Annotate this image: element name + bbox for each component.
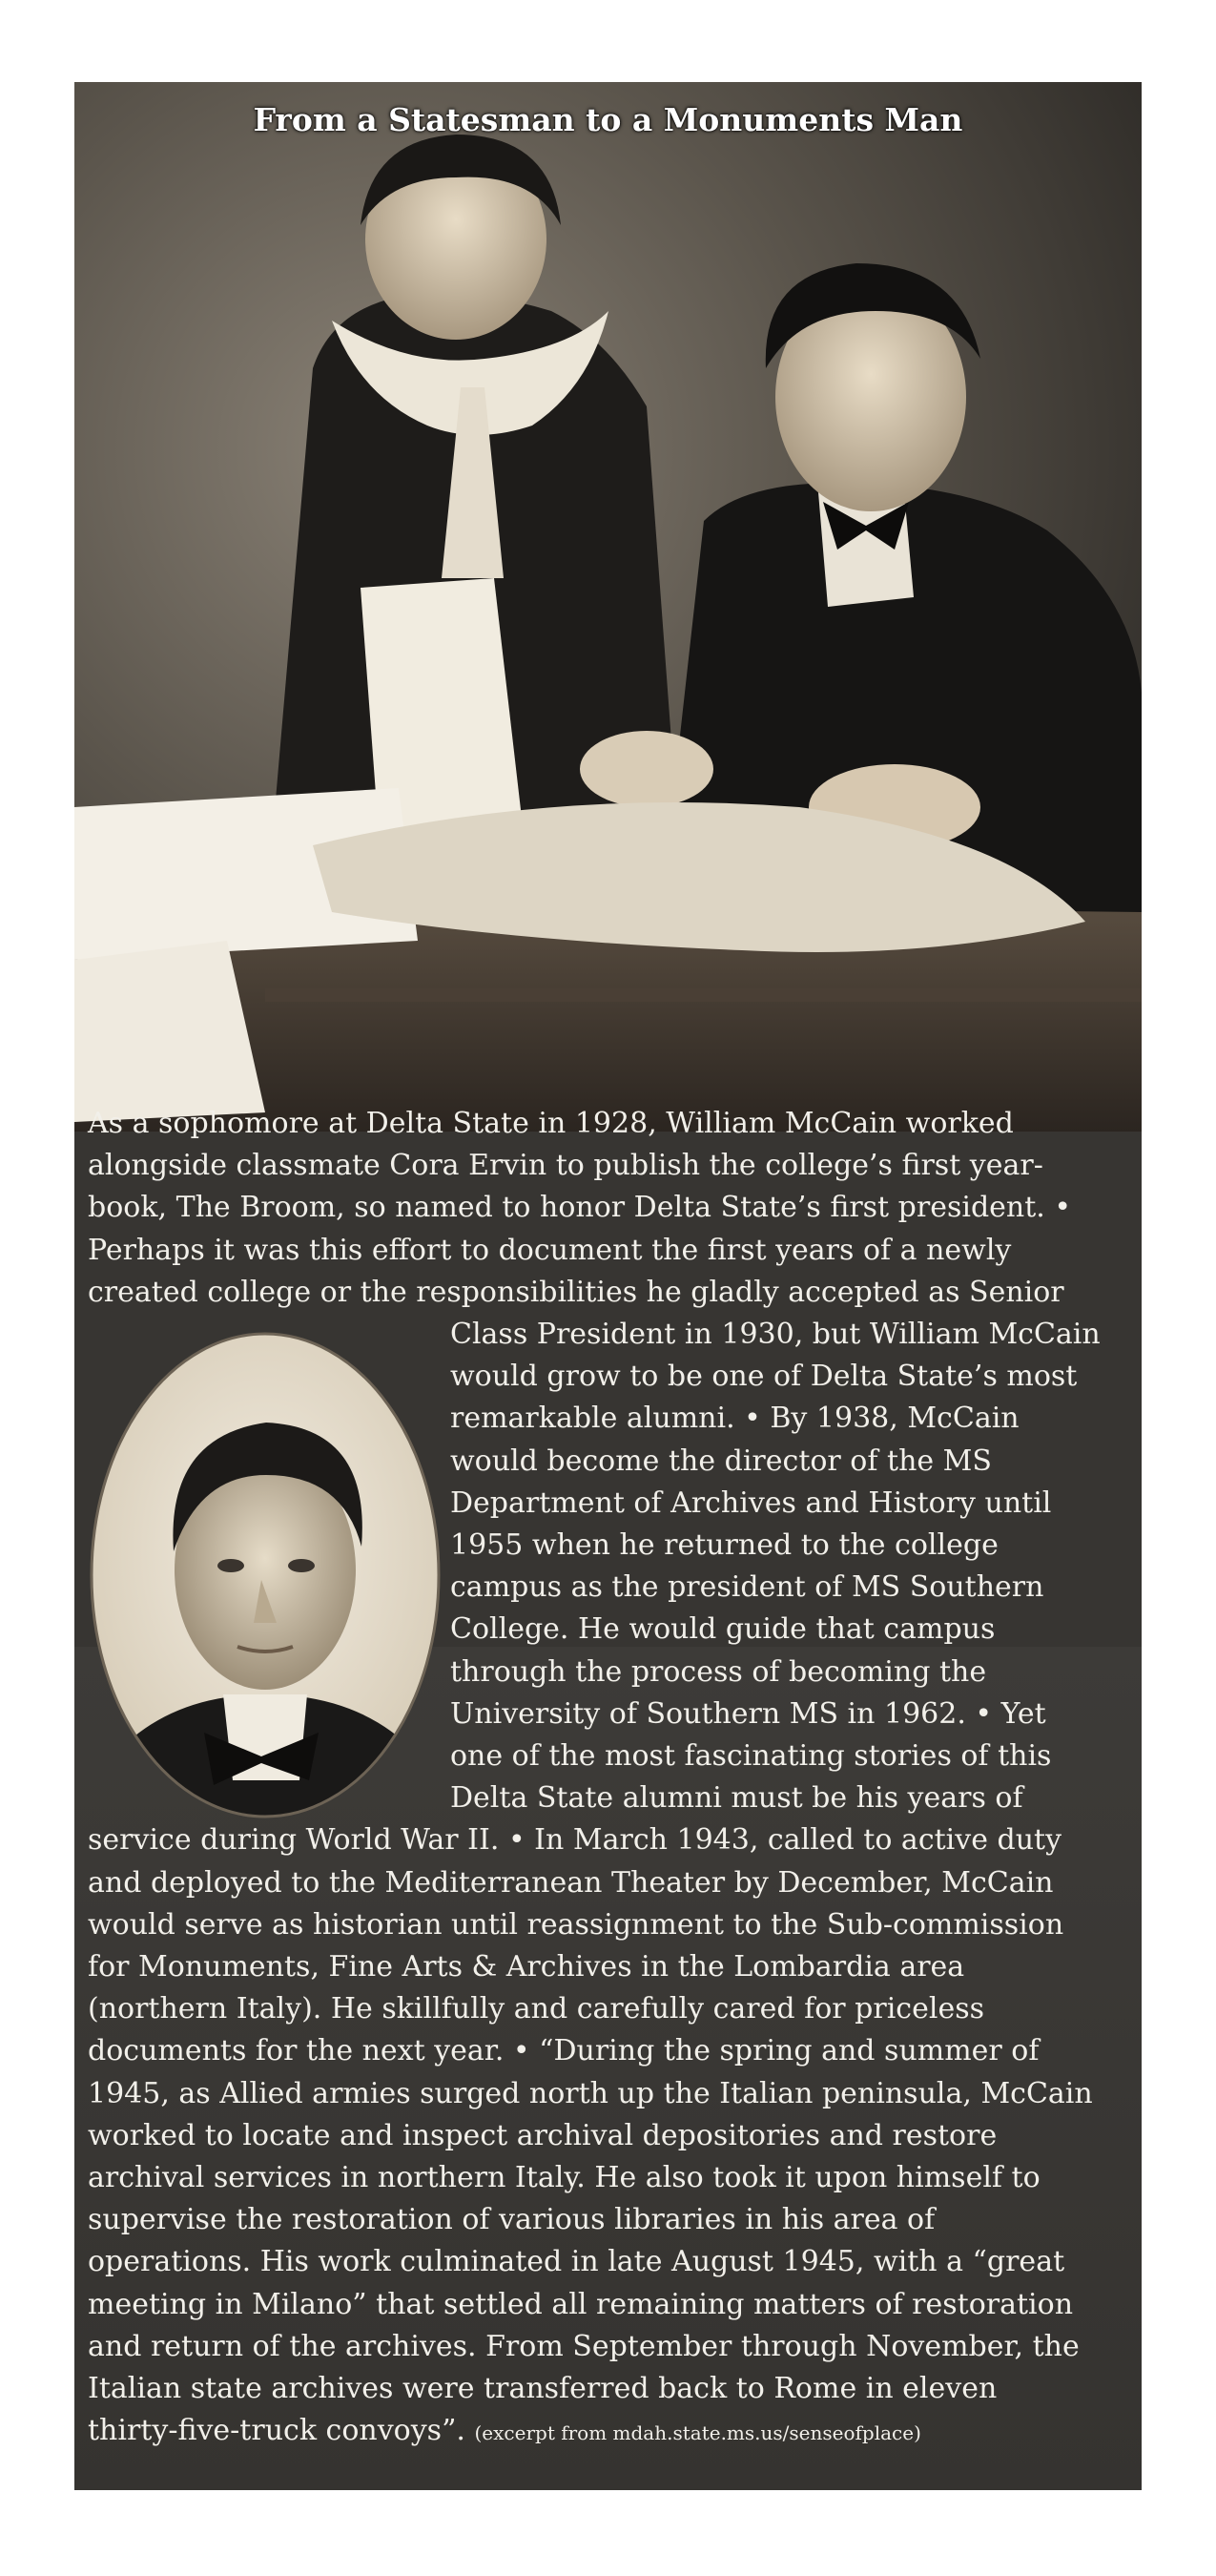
- body-line: 1945, as Allied armies surged north up the Italian peninsula, McCain: [88, 2076, 1093, 2110]
- body-line: operations. His work culminated in late August 1945, with a “great: [88, 2245, 1065, 2279]
- page-title: From a Statesman to a Monuments Man: [253, 101, 963, 138]
- body-line: meeting in Milano” that settled all remaining matters of restoration: [88, 2287, 1074, 2321]
- body-line: would grow to be one of Delta State’s most: [450, 1360, 1078, 1394]
- body-line-final-text: thirty-five-truck convoys”.: [88, 2414, 465, 2448]
- body-line: College. He would guide that campus: [450, 1612, 996, 1647]
- body-line-last: [88, 2410, 1127, 2454]
- body-line: would become the director of the MS: [450, 1444, 992, 1478]
- body-line: and return of the archives. From September through November, the: [88, 2329, 1080, 2363]
- body-line: 1955 when he returned to the college: [450, 1528, 999, 1563]
- body-line: Italian state archives were transferred back to Rome in eleven: [88, 2372, 998, 2406]
- body-line: through the process of becoming the: [450, 1654, 987, 1689]
- body-line: one of the most fascinating stories of this: [450, 1739, 1052, 1774]
- body-line: for Monuments, Fine Arts & Archives in the Lombardia area: [88, 1950, 965, 1984]
- body-line: University of Southern MS in 1962. • Yet: [450, 1696, 1046, 1731]
- body-line: supervise the restoration of various libraries in his area of: [88, 2203, 936, 2237]
- body-line: created college or the responsibilities he gladly accepted as Senior: [88, 1275, 1064, 1309]
- body-line: alongside classmate Cora Ervin to publish the college’s first year-: [88, 1149, 1043, 1183]
- body-line: (northern Italy). He skillfully and carefully cared for priceless: [88, 1992, 985, 2026]
- body-line: worked to locate and inspect archival depositories and restore: [88, 2118, 998, 2152]
- body-line: book, The Broom, so named to honor Delta State’s first president. •: [88, 1191, 1072, 1225]
- body-line: and deployed to the Mediterranean Theater by December, McCain: [88, 1865, 1054, 1900]
- body-line: Class President in 1930, but William McCain: [450, 1318, 1101, 1352]
- body-line: archival services in northern Italy. He also took it upon himself to: [88, 2161, 1041, 2195]
- body-line: would serve as historian until reassignment to the Sub-commission: [88, 1907, 1064, 1942]
- photo-illustration: [74, 82, 1142, 1132]
- body-line: Delta State alumni must be his years of: [450, 1781, 1023, 1816]
- body-line: Perhaps it was this effort to document the first years of a newly: [88, 1233, 1012, 1267]
- body-line: Department of Archives and History until: [450, 1485, 1052, 1520]
- body-line: As a sophomore at Delta State in 1928, William McCain worked: [88, 1107, 1014, 1140]
- article-panel: [74, 82, 1142, 2490]
- body-line: documents for the next year. • “During the spring and summer of: [88, 2034, 1040, 2068]
- body-line: remarkable alumni. • By 1938, McCain: [450, 1402, 1020, 1436]
- body-line: service during World War II. • In March 1943, called to active duty: [88, 1823, 1062, 1858]
- body-line: campus as the president of MS Southern: [450, 1570, 1044, 1605]
- archival-photo: [74, 82, 1142, 1117]
- article-body: [88, 1103, 1127, 2455]
- excerpt-citation: (excerpt from mdah.state.ms.us/senseofplace): [474, 2421, 921, 2445]
